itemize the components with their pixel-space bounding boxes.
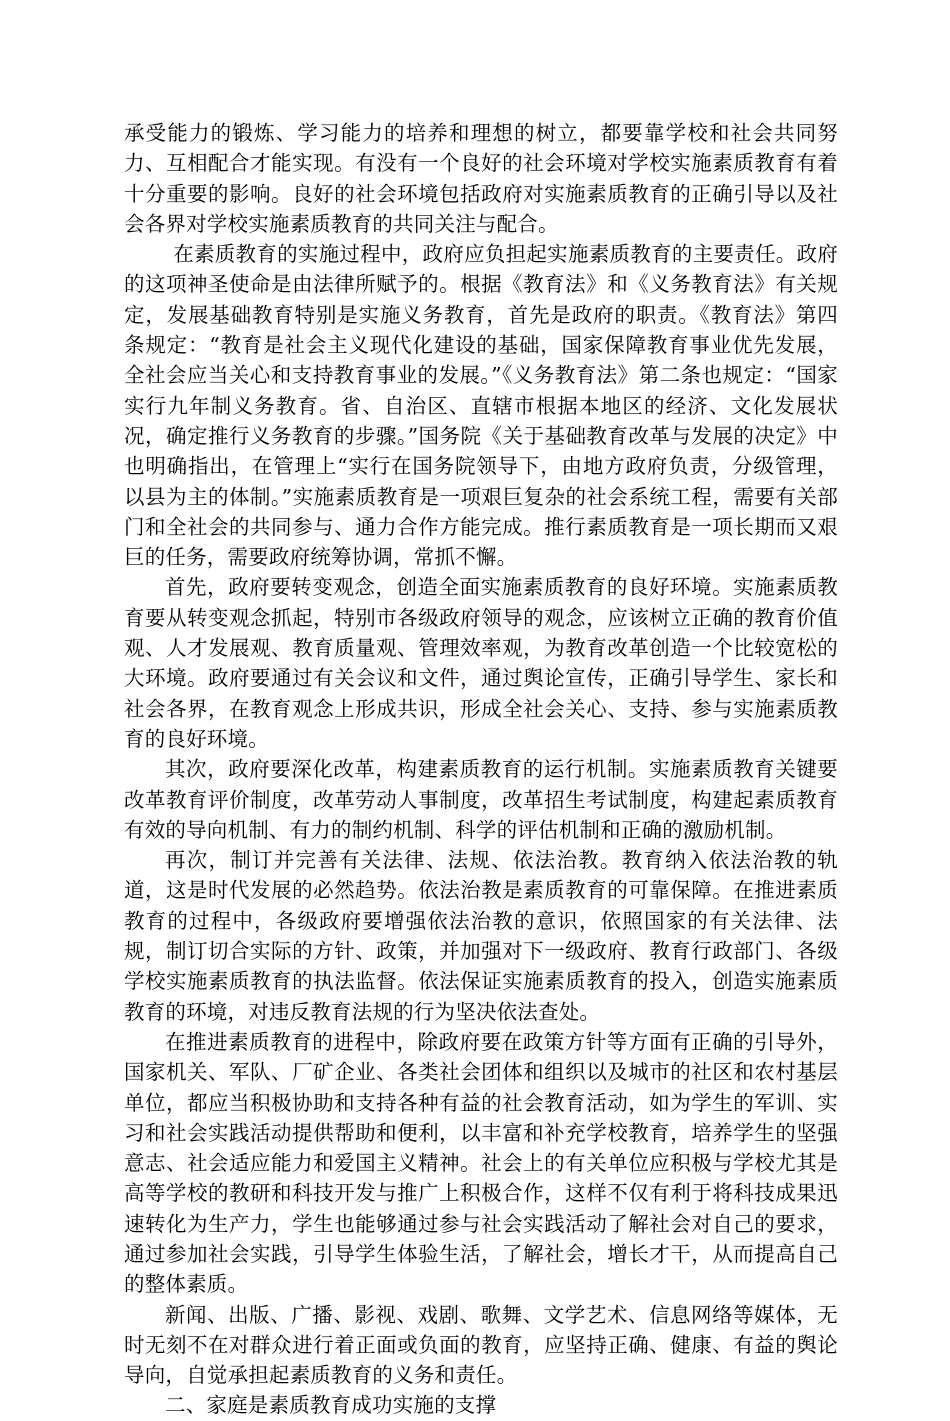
paragraph-third-rule-of-law: 再次，制订并完善有关法律、法规、依法治教。教育纳入依法治教的轨道，这是时代发展的必然趋势。依法治教是素质教育的可靠保障。在推进素质教育的过程中，各级政府要增强依法治教的意识，依照国家的有关法律、法规，制订切合实际的方针、政策，并加强对下一级政府、教育行政部门、各级学校实施素质教育的执法监督。依法保证实施素质教育的投入，创造实施素质教育的环境，对违反教育法规的行为坚决依法查处。: [124, 848, 838, 1024]
section-heading-family: 二、家庭是素质教育成功实施的支撑: [165, 1393, 497, 1418]
paragraph-second-deepen-reform: 其次，政府要深化改革，构建素质教育的运行机制。实施素质教育关键要改革教育评价制度，改革劳动人事制度，改革招生考试制度，构建起素质教育有效的导向机制、有力的制约机制、科学的评估机制和正确的激励机制。: [124, 757, 838, 842]
paragraph-media: 新闻、出版、广播、影视、戏剧、歌舞、文学艺术、信息网络等媒体，无时无刻不在对群众进行着正面或负面的教育，应坚持正确、健康、有益的舆论导向，自觉承担起素质教育的义务和责任。: [124, 1302, 838, 1388]
paragraph-continuation: 承受能力的锻炼、学习能力的培养和理想的树立，都要靠学校和社会共同努力、互相配合才能实现。有没有一个良好的社会环境对学校实施素质教育有着十分重要的影响。良好的社会环境包括政府对实施素质教育的正确引导以及社会各界对学校实施素质教育的共同关注与配合。: [124, 121, 838, 236]
paragraph-social-participation: 在推进素质教育的进程中，除政府要在政策方针等方面有正确的引导外，国家机关、军队、厂矿企业、各类社会团体和组织以及城市的社区和农村基层单位，都应当积极协助和支持各种有益的社会教育活动，如为学生的军训、实习和社会实践活动提供帮助和便利，以丰富和补充学校教育，培养学生的坚强意志、社会适应能力和爱国主义精神。社会上的有关单位应积极与学校尤其是高等学校的教研和科技开发与推广上积极合作，这样不仅有利于将科技成果迅速转化为生产力，学生也能够通过参与社会实践活动了解社会对自己的要求，通过参加社会实践，引导学生体验生活，了解社会，增长才干，从而提高自己的整体素质。: [124, 1029, 838, 1297]
document-body: [124, 118, 838, 1421]
paragraph-government-responsibility: 在素质教育的实施过程中，政府应负担起实施素质教育的主要责任。政府的这项神圣使命是由法律所赋予的。根据《教育法》和《义务教育法》有关规定，发展基础教育特别是实施义务教育，首先是政府的职责。《教育法》第四条规定：“教育是社会主义现代化建设的基础，国家保障教育事业优先发展，全社会应当关心和支持教育事业的发展。”《义务教育法》第二条也规定：“国家实行九年制义务教育。省、自治区、直辖市根据本地区的经济、文化发展状况，确定推行义务教育的步骤。”国务院《关于基础教育改革与发展的决定》中也明确指出，在管理上“实行在国务院领导下，由地方政府负责，分级管理，以县为主的体制。”实施素质教育是一项艰巨复杂的社会系统工程，需要有关部门和全社会的共同参与、通力合作方能完成。推行素质教育是一项长期而又艰巨的任务，需要政府统筹协调，常抓不懈。: [124, 242, 838, 570]
paragraph-first-change-concepts: 首先，政府要转变观念，创造全面实施素质教育的良好环境。实施素质教育要从转变观念抓起，特别市各级政府领导的观念，应该树立正确的教育价值观、人才发展观、教育质量观、管理效率观，为教育改革创造一个比较宽松的大环境。政府要通过有关会议和文件，通过舆论宣传，正确引导学生、家长和社会各界，在教育观念上形成共识，形成全社会关心、支持、参与实施素质教育的良好环境。: [124, 575, 838, 751]
